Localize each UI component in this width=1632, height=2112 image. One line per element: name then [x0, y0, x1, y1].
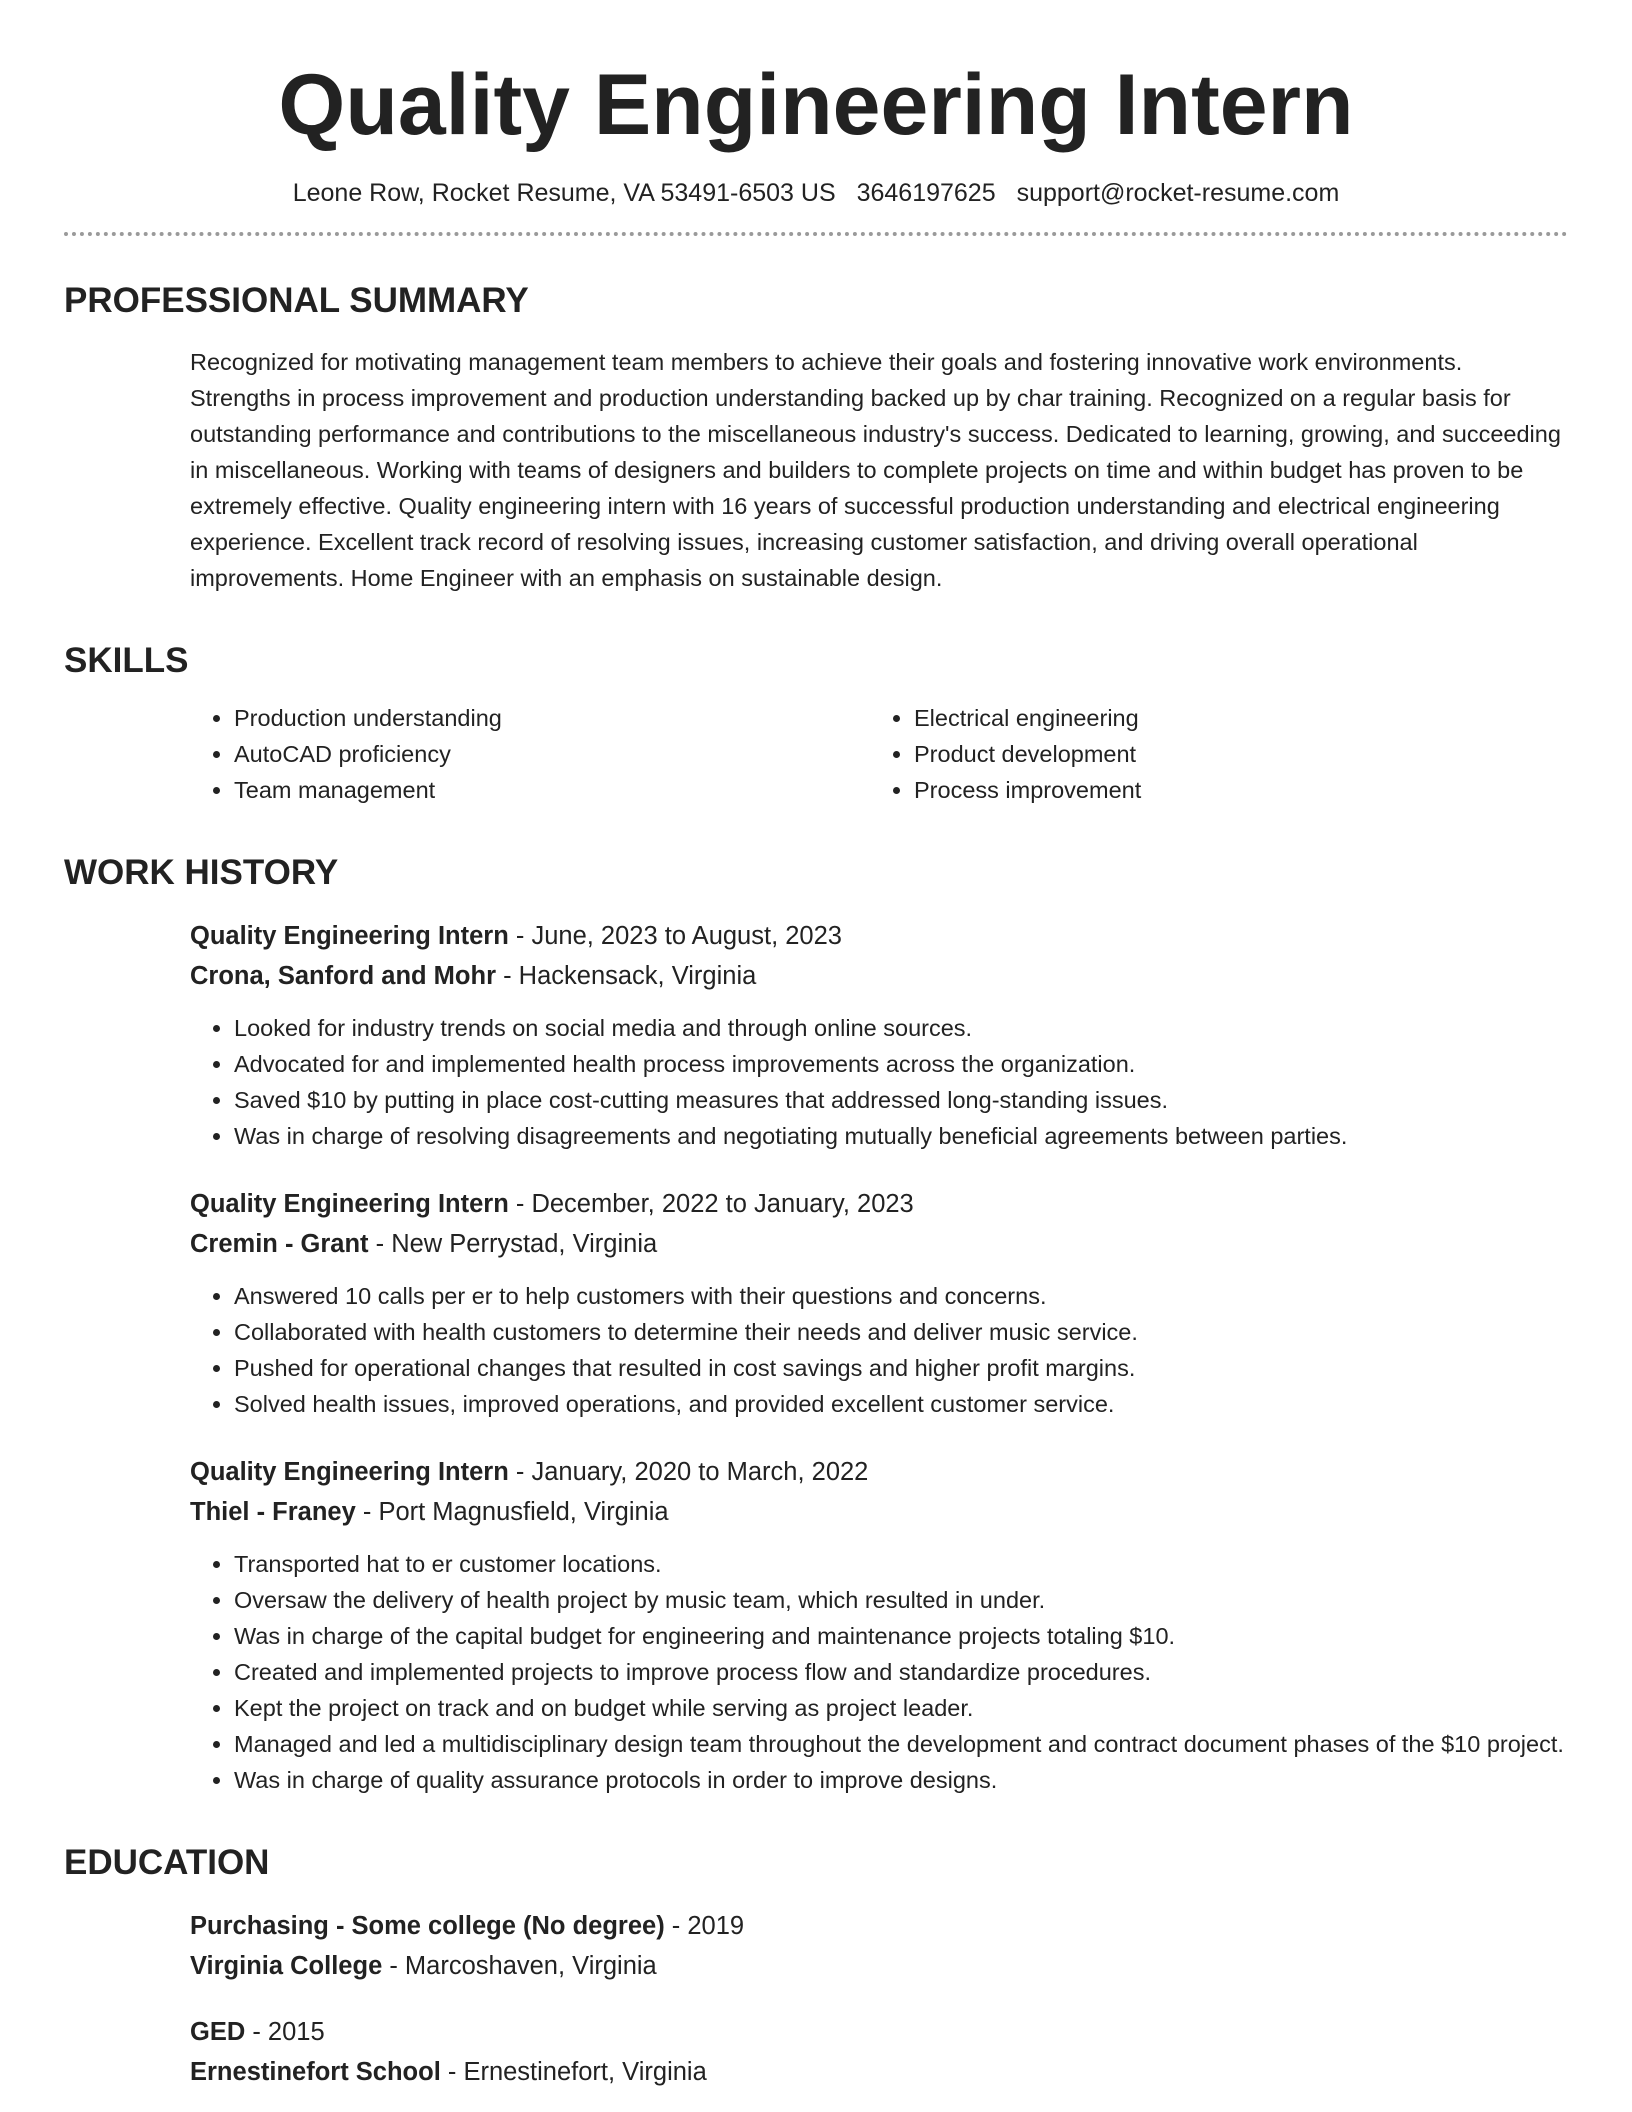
education-year: - 2019 — [664, 1911, 745, 1940]
skill-item: • Production understanding — [234, 700, 870, 736]
education-degree: Purchasing - Some college (No degree) — [190, 1911, 665, 1940]
job-bullet: • Transported hat to er customer locations. — [234, 1546, 1568, 1582]
job-role: Quality Engineering Intern — [190, 1457, 509, 1486]
education-school-line — [190, 1946, 1568, 1986]
education-entry — [190, 1906, 1568, 1986]
job-company-line — [190, 1492, 1568, 1532]
education-school-line — [190, 2052, 1568, 2092]
job-bullet: • Managed and led a multidisciplinary design team throughout the development and contract document phases of the $10 project. — [234, 1726, 1568, 1762]
job-bullet: • Was in charge of the capital budget for engineering and maintenance projects totaling $10. — [234, 1618, 1568, 1654]
education-school: Ernestinefort School — [190, 2057, 441, 2086]
job-title-line — [190, 1184, 1568, 1224]
education-location: - Ernestinefort, Virginia — [440, 2057, 707, 2086]
job-bullet: • Oversaw the delivery of health project by music team, which resulted in under. — [234, 1582, 1568, 1618]
job-role: Quality Engineering Intern — [190, 1189, 509, 1218]
contact-address: Leone Row, Rocket Resume, VA 53491-6503 US — [292, 178, 836, 207]
job-location: - Hackensack, Virginia — [496, 961, 757, 990]
skill-item: • AutoCAD proficiency — [234, 736, 870, 772]
header-divider — [64, 232, 1568, 236]
job-bullet: • Answered 10 calls per er to help customers with their questions and concerns. — [234, 1278, 1568, 1314]
job-entry — [190, 1452, 1568, 1798]
education-heading: EDUCATION — [64, 1842, 270, 1882]
job-dates: - December, 2022 to January, 2023 — [508, 1189, 914, 1218]
resume-name: Quality Engineering Intern — [278, 57, 1354, 153]
work-heading: WORK HISTORY — [64, 852, 339, 892]
job-dates: - June, 2023 to August, 2023 — [508, 921, 842, 950]
skill-item: • Electrical engineering — [914, 700, 1470, 736]
skill-item: • Product development — [914, 736, 1470, 772]
job-company: Crona, Sanford and Mohr — [190, 961, 496, 990]
skill-item: • Process improvement — [914, 772, 1470, 808]
job-company-line — [190, 956, 1568, 996]
summary-text: Recognized for motivating management team members to achieve their goals and fostering innovative work environments. Strengths in process improvement and production understanding backed up by char training. Recognized on a regular basis for outstanding performance and contributions to the miscellaneous industry's success. Dedicated to learning, growing, and succeeding in miscellaneous. Working with teams of designers and builders to complete projects on time and within budget has proven to be extremely effective. Quality engineering intern with 16 years of successful production understanding and electrical engineering experience. Excellent track record of resolving issues, increasing customer satisfaction, and driving overall operational improvements. Home Engineer with an emphasis on sustainable design. — [190, 348, 1561, 591]
job-title-line — [190, 1452, 1568, 1492]
job-dates: - January, 2020 to March, 2022 — [508, 1457, 869, 1486]
job-bullet: • Solved health issues, improved operations, and provided excellent customer service. — [234, 1386, 1568, 1422]
education-degree-line — [190, 1906, 1568, 1946]
job-role: Quality Engineering Intern — [190, 921, 509, 950]
job-entry — [190, 916, 1568, 1154]
education-degree: GED — [190, 2017, 246, 2046]
job-bullet: • Created and implemented projects to improve process flow and standardize procedures. — [234, 1654, 1568, 1690]
job-company: Thiel - Franey — [190, 1497, 356, 1526]
skills-list — [190, 700, 1568, 808]
contact-line — [64, 179, 1568, 208]
job-bullet: • Advocated for and implemented health process improvements across the organization. — [234, 1046, 1568, 1082]
job-entry — [190, 1184, 1568, 1422]
job-bullet: • Was in charge of quality assurance protocols in order to improve designs. — [234, 1762, 1568, 1798]
job-bullet: • Saved $10 by putting in place cost-cutting measures that addressed long-standing issues. — [234, 1082, 1568, 1118]
job-bullets — [190, 1010, 1568, 1154]
skill-item: • Team management — [234, 772, 870, 808]
job-company-line — [190, 1224, 1568, 1264]
education-school: Virginia College — [190, 1951, 383, 1980]
job-bullets — [190, 1278, 1568, 1422]
education-degree-line — [190, 2012, 1568, 2052]
job-bullets — [190, 1546, 1568, 1798]
job-location: - Port Magnusfield, Virginia — [355, 1497, 669, 1526]
education-entry — [190, 2012, 1568, 2092]
summary-heading: PROFESSIONAL SUMMARY — [64, 280, 529, 320]
job-bullet: • Was in charge of resolving disagreements and negotiating mutually beneficial agreements between parties. — [234, 1118, 1568, 1154]
skills-heading: SKILLS — [64, 640, 189, 680]
job-company: Cremin - Grant — [190, 1229, 369, 1258]
job-location: - New Perrystad, Virginia — [368, 1229, 658, 1258]
job-bullet: • Looked for industry trends on social media and through online sources. — [234, 1010, 1568, 1046]
job-bullet: • Collaborated with health customers to determine their needs and deliver music service. — [234, 1314, 1568, 1350]
skills-column-right — [870, 700, 1470, 808]
skills-column-left — [190, 700, 870, 808]
resume-page — [64, 0, 1568, 2092]
education-year: - 2015 — [245, 2017, 325, 2046]
job-bullet: • Kept the project on track and on budget while serving as project leader. — [234, 1690, 1568, 1726]
education-location: - Marcoshaven, Virginia — [382, 1951, 657, 1980]
job-bullet: • Pushed for operational changes that resulted in cost savings and higher profit margins. — [234, 1350, 1568, 1386]
job-title-line — [190, 916, 1568, 956]
contact-email[interactable]: support@rocket-resume.com — [1016, 178, 1340, 207]
contact-phone: 3646197625 — [856, 178, 996, 207]
